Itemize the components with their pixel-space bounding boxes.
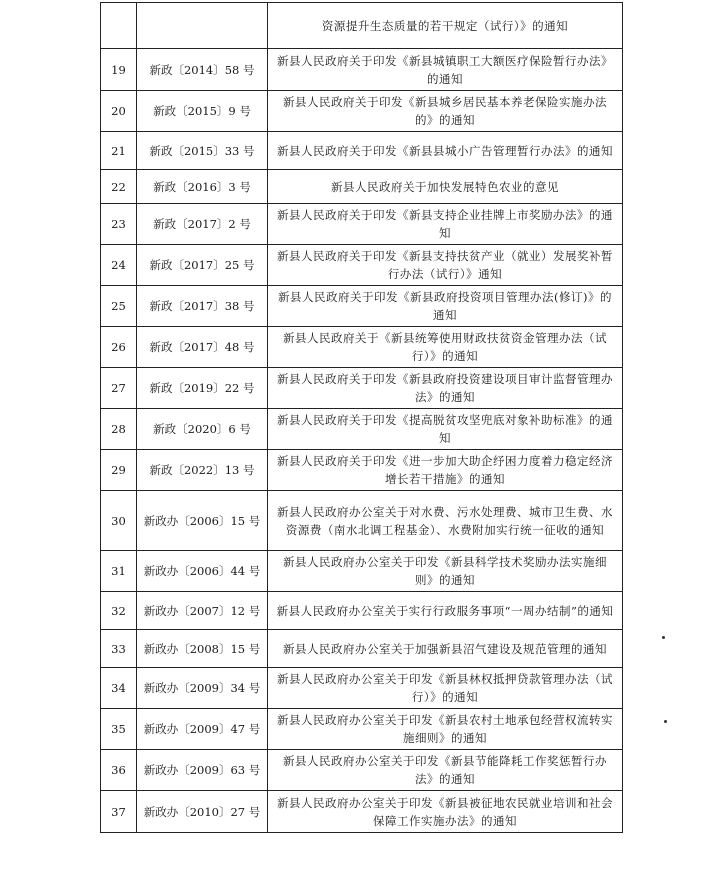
row-number: 25: [101, 286, 137, 327]
scan-speck: [664, 720, 667, 723]
table-row: [101, 668, 623, 709]
document-code: 新政〔2017〕2 号: [137, 204, 268, 245]
table-row-continued: [101, 3, 623, 49]
table-row: [101, 170, 623, 204]
table-row: [101, 91, 623, 132]
row-number: 27: [101, 368, 137, 409]
table-row: [101, 327, 623, 368]
document-code: 新政〔2016〕3 号: [137, 170, 268, 204]
document-title: 新县人民政府办公室关于印发《新县节能降耗工作奖惩暂行办法》的通知: [268, 750, 623, 791]
row-number: 28: [101, 409, 137, 450]
document-code: 新政办〔2009〕63 号: [137, 750, 268, 791]
document-title: 新县人民政府关于印发《新县城镇职工大额医疗保险暂行办法》的通知: [268, 49, 623, 91]
document-title: 新县人民政府关于印发《新县支持扶贫产业（就业）发展奖补暂行办法（试行）》通知: [268, 245, 623, 286]
document-code: 新政办〔2007〕12 号: [137, 592, 268, 630]
row-number: 37: [101, 791, 137, 833]
document-title: 新县人民政府关于《新县统筹使用财政扶贫资金管理办法（试行）》的通知: [268, 327, 623, 368]
row-number: 33: [101, 630, 137, 668]
document-code: 新政〔2022〕13 号: [137, 450, 268, 491]
policy-document-table: [100, 2, 623, 833]
document-code: 新政〔2017〕38 号: [137, 286, 268, 327]
document-title: 新县人民政府办公室关于加强新县沼气建设及规范管理的通知: [268, 630, 623, 668]
document-title: 新县人民政府办公室关于印发《新县林权抵押贷款管理办法（试行）》的通知: [268, 668, 623, 709]
document-code: 新政办〔2006〕15 号: [137, 491, 268, 551]
document-title: 新县人民政府办公室关于印发《新县科学技术奖励办法实施细则》的通知: [268, 551, 623, 592]
table-body: [101, 3, 623, 833]
document-code: 新政办〔2010〕27 号: [137, 791, 268, 833]
table-row: [101, 132, 623, 170]
row-number: 19: [101, 49, 137, 91]
document-code: [137, 3, 268, 49]
row-number: 23: [101, 204, 137, 245]
document-code: 新政〔2014〕58 号: [137, 49, 268, 91]
document-title: 新县人民政府关于印发《新县城乡居民基本养老保险实施办法的》的通知: [268, 91, 623, 132]
row-number: 22: [101, 170, 137, 204]
document-code: 新政〔2020〕6 号: [137, 409, 268, 450]
row-number: 30: [101, 491, 137, 551]
row-number: 36: [101, 750, 137, 791]
document-title: 新县人民政府办公室关于印发《新县被征地农民就业培训和社会保障工作实施办法》的通知: [268, 791, 623, 833]
table-row: [101, 592, 623, 630]
table-row: [101, 630, 623, 668]
table-row: [101, 791, 623, 833]
row-number: 20: [101, 91, 137, 132]
document-title: 新县人民政府办公室关于实行行政服务事项“一周办结制”的通知: [268, 592, 623, 630]
table-row: [101, 750, 623, 791]
table-row: [101, 204, 623, 245]
table-row: [101, 368, 623, 409]
document-title: 新县人民政府办公室关于对水费、污水处理费、城市卫生费、水资源费（南水北调工程基金）、水费附加实行统一征收的通知: [268, 491, 623, 551]
document-code: 新政〔2017〕48 号: [137, 327, 268, 368]
document-code: 新政办〔2009〕47 号: [137, 709, 268, 750]
document-code: 新政〔2019〕22 号: [137, 368, 268, 409]
document-code: 新政〔2015〕9 号: [137, 91, 268, 132]
row-number: 24: [101, 245, 137, 286]
document-code: 新政办〔2009〕34 号: [137, 668, 268, 709]
row-number: 34: [101, 668, 137, 709]
row-number: 35: [101, 709, 137, 750]
table-row: [101, 450, 623, 491]
table-row: [101, 49, 623, 91]
row-number: [101, 3, 137, 49]
document-title: 新县人民政府关于印发《新县县城小广告管理暂行办法》的通知: [268, 132, 623, 170]
table-row: [101, 409, 623, 450]
table-row: [101, 245, 623, 286]
document-title: 新县人民政府关于印发《进一步加大助企纾困力度着力稳定经济增长若干措施》的通知: [268, 450, 623, 491]
document-code: 新政〔2017〕25 号: [137, 245, 268, 286]
row-number: 21: [101, 132, 137, 170]
table-row: [101, 286, 623, 327]
row-number: 32: [101, 592, 137, 630]
document-title: 新县人民政府关于印发《提高脱贫攻坚兜底对象补助标准》的通知: [268, 409, 623, 450]
table-row: [101, 551, 623, 592]
document-title: 新县人民政府关于印发《新县政府投资项目管理办法(修订)》的通知: [268, 286, 623, 327]
table-row: [101, 709, 623, 750]
document-title: 新县人民政府办公室关于印发《新县农村土地承包经营权流转实施细则》的通知: [268, 709, 623, 750]
row-number: 31: [101, 551, 137, 592]
document-title: 资源提升生态质量的若干规定（试行）》的通知: [268, 3, 623, 49]
row-number: 26: [101, 327, 137, 368]
document-code: 新政〔2015〕33 号: [137, 132, 268, 170]
document-code: 新政办〔2006〕44 号: [137, 551, 268, 592]
document-title: 新县人民政府关于印发《新县支持企业挂牌上市奖励办法》的通知: [268, 204, 623, 245]
table-row: [101, 491, 623, 551]
document-title: 新县人民政府关于印发《新县政府投资建设项目审计监督管理办法》的通知: [268, 368, 623, 409]
row-number: 29: [101, 450, 137, 491]
scan-speck: [662, 636, 665, 639]
document-code: 新政办〔2008〕15 号: [137, 630, 268, 668]
document-title: 新县人民政府关于加快发展特色农业的意见: [268, 170, 623, 204]
